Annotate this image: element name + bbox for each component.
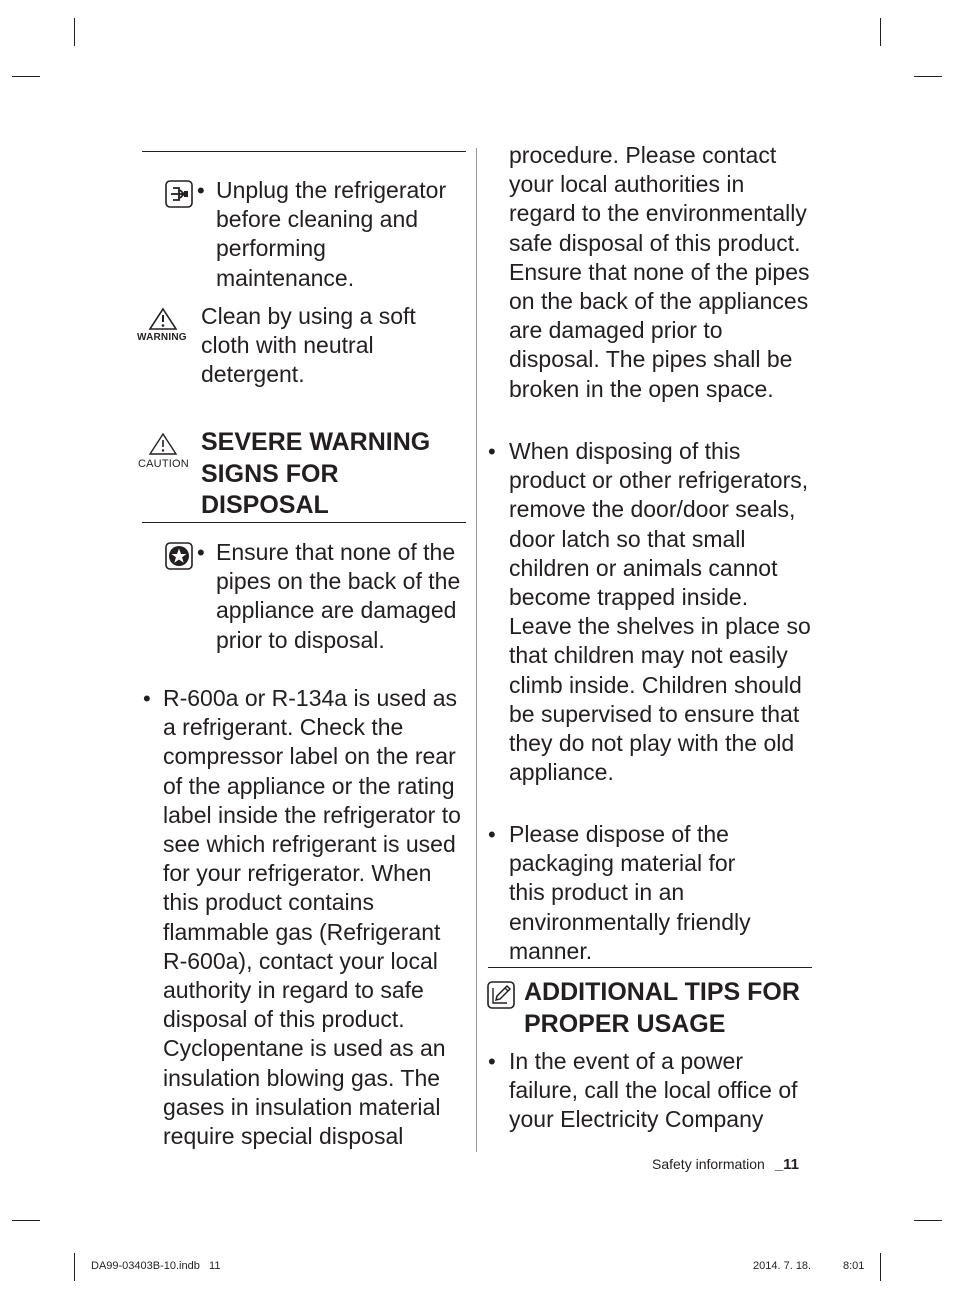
- clean-text: Clean by using a soft cloth with neutral detergent.: [201, 303, 416, 388]
- caution-label: CAUTION: [138, 458, 189, 470]
- section-rule: [142, 522, 466, 523]
- crop-mark: [914, 1220, 942, 1221]
- bullet-dot: •: [488, 822, 496, 847]
- crop-mark: [914, 76, 942, 77]
- bullet-dot: •: [143, 686, 151, 711]
- file-name: DA99-03403B-10.indb 11: [91, 1260, 221, 1272]
- warning-label: WARNING: [137, 332, 187, 343]
- bullet-dot: •: [197, 178, 205, 203]
- crop-mark: [880, 1253, 881, 1281]
- crop-mark: [12, 76, 40, 77]
- tips-rule: [488, 967, 812, 968]
- caution-triangle-icon: [148, 432, 178, 461]
- power-text: In the event of a power failure, call the local office of your Electricity Company: [509, 1048, 798, 1133]
- crop-mark: [74, 1253, 75, 1281]
- continued-text: procedure. Please contact your local authorities in regard to the environmentally safe disposal of this product. Ensure that none of the pipes on the back of the appliances are damaged prior to disposal. The pipes shall be broken in the open space.: [509, 142, 810, 402]
- unplug-text: Unplug the refrigerator before cleaning and performing maintenance.: [216, 177, 447, 291]
- packaging-text: Please dispose of the packaging material for this product in an environmentally friendly manner.: [509, 821, 751, 964]
- page-number: _11: [774, 1156, 799, 1173]
- section-label: Safety information: [652, 1156, 765, 1172]
- bullet-dot: •: [488, 1049, 496, 1074]
- print-time: 8:01: [843, 1260, 865, 1272]
- page-footer: [652, 1156, 799, 1173]
- crop-mark: [74, 18, 75, 46]
- top-rule: [142, 151, 466, 152]
- tips-heading: ADDITIONAL TIPS FOR PROPER USAGE: [524, 978, 800, 1038]
- disposal-heading: SEVERE WARNING SIGNS FOR DISPOSAL: [201, 428, 431, 519]
- unplug-icon: [165, 180, 193, 213]
- refrigerant-text: R-600a or R-134a is used as a refrigerant. Check the compressor label on the rear of the appliance or the rating label inside the refrigerator to see which refrigerant is used for your refrigerator. When this product contains flammable gas (Refrigerant R-600a), contact your local authority in regard to safe disposal of this product. Cyclopentane is used as an insulation blowing gas. The gases in insulation material require special disposal: [163, 685, 461, 1150]
- disposing-text: When disposing of this product or other refrigerators, remove the door/door seals, door latch so that small children or animals cannot become trapped inside. Leave the shelves in place so that children may not easily climb inside. Children should be supervised to ensure that they do not play with the old appliance.: [509, 438, 811, 786]
- bullet-dot: •: [488, 439, 496, 464]
- crop-mark: [12, 1220, 40, 1221]
- star-icon: [165, 542, 193, 575]
- ensure-text: Ensure that none of the pipes on the back of the appliance are damaged prior to disposal.: [216, 539, 461, 653]
- note-pencil-icon: [487, 981, 515, 1014]
- column-divider: [476, 148, 477, 1152]
- crop-mark: [880, 18, 881, 46]
- bullet-dot: •: [197, 540, 205, 565]
- print-date: 2014. 7. 18.: [753, 1260, 812, 1272]
